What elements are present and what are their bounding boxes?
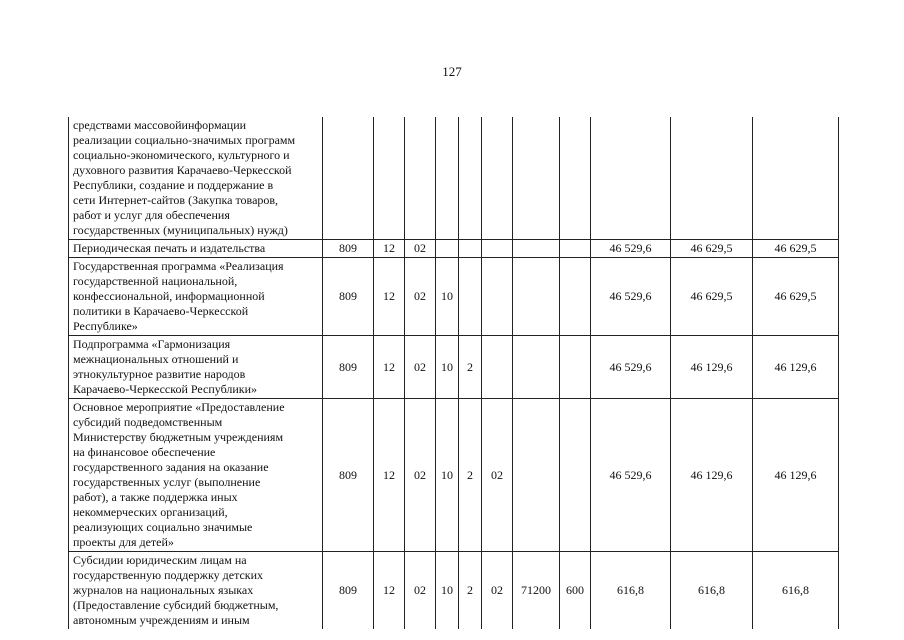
amount-year2-cell: 46 129,6 bbox=[671, 336, 753, 399]
subprogram-code-cell: 2 bbox=[459, 399, 482, 552]
description-line: сети Интернет-сайтов (Закупка товаров, bbox=[73, 193, 279, 207]
amount-year3-cell bbox=[753, 117, 839, 240]
description-line: конфессиональной, информационной bbox=[73, 289, 265, 303]
subprogram-code-cell bbox=[459, 258, 482, 336]
direction-code-cell: 71200 bbox=[513, 552, 560, 630]
table-row bbox=[69, 258, 839, 336]
table-row bbox=[69, 240, 839, 258]
subsection-code-cell: 02 bbox=[405, 552, 436, 630]
section-code-cell: 12 bbox=[374, 552, 405, 630]
row-description-cell bbox=[69, 240, 323, 258]
direction-code-cell bbox=[513, 240, 560, 258]
event-code-cell bbox=[482, 117, 513, 240]
page-number: 127 bbox=[442, 64, 462, 79]
amount-year1-cell: 46 529,6 bbox=[591, 258, 671, 336]
amount-year3-cell: 46 129,6 bbox=[753, 399, 839, 552]
subprogram-code-cell bbox=[459, 117, 482, 240]
direction-code-cell bbox=[513, 258, 560, 336]
ministry-code-cell bbox=[323, 117, 374, 240]
direction-code-cell bbox=[513, 117, 560, 240]
subprogram-code-cell bbox=[459, 240, 482, 258]
event-code-cell bbox=[482, 258, 513, 336]
ministry-code-cell: 809 bbox=[323, 240, 374, 258]
description-line: государственную поддержку детских bbox=[73, 568, 264, 582]
description-line: реализующих социально значимые bbox=[73, 520, 253, 534]
table-row bbox=[69, 399, 839, 552]
description-line: Республике» bbox=[73, 319, 138, 333]
description-line: государственного задания на оказание bbox=[73, 460, 269, 474]
section-code-cell: 12 bbox=[374, 258, 405, 336]
amount-year1-cell bbox=[591, 117, 671, 240]
program-code-cell bbox=[436, 240, 459, 258]
amount-year1-cell: 46 529,6 bbox=[591, 336, 671, 399]
description-line: Министерству бюджетным учреждениям bbox=[73, 430, 284, 444]
subprogram-code-cell: 2 bbox=[459, 552, 482, 630]
budget-table bbox=[68, 117, 839, 629]
subsection-code-cell: 02 bbox=[405, 258, 436, 336]
subsection-code-cell: 02 bbox=[405, 240, 436, 258]
description-line: Подпрограмма «Гармонизация bbox=[73, 337, 231, 351]
row-description-cell bbox=[69, 258, 323, 336]
expense-type-cell: 600 bbox=[560, 552, 591, 630]
expense-type-cell bbox=[560, 399, 591, 552]
section-code-cell: 12 bbox=[374, 399, 405, 552]
description-line: Государственная программа «Реализация bbox=[73, 259, 284, 273]
event-code-cell bbox=[482, 336, 513, 399]
subsection-code-cell: 02 bbox=[405, 336, 436, 399]
expense-type-cell bbox=[560, 240, 591, 258]
program-code-cell: 10 bbox=[436, 336, 459, 399]
description-line: на финансовое обеспечение bbox=[73, 445, 216, 459]
ministry-code-cell: 809 bbox=[323, 336, 374, 399]
ministry-code-cell: 809 bbox=[323, 258, 374, 336]
table-row bbox=[69, 552, 839, 630]
amount-year3-cell: 616,8 bbox=[753, 552, 839, 630]
event-code-cell: 02 bbox=[482, 552, 513, 630]
amount-year1-cell: 46 529,6 bbox=[591, 240, 671, 258]
description-line: межнациональных отношений и bbox=[73, 352, 239, 366]
description-line: Основное мероприятие «Предоставление bbox=[73, 400, 285, 414]
program-code-cell: 10 bbox=[436, 552, 459, 630]
subsection-code-cell bbox=[405, 117, 436, 240]
expense-type-cell bbox=[560, 336, 591, 399]
description-line: субсидий подведомственным bbox=[73, 415, 223, 429]
row-description-cell bbox=[69, 117, 323, 240]
section-code-cell: 12 bbox=[374, 336, 405, 399]
direction-code-cell bbox=[513, 399, 560, 552]
subsection-code-cell: 02 bbox=[405, 399, 436, 552]
description-line: (Предоставление субсидий бюджетным, bbox=[73, 598, 279, 612]
amount-year1-cell: 616,8 bbox=[591, 552, 671, 630]
amount-year3-cell: 46 129,6 bbox=[753, 336, 839, 399]
section-code-cell bbox=[374, 117, 405, 240]
amount-year2-cell: 46 629,5 bbox=[671, 258, 753, 336]
description-line: реализации социально-значимых программ bbox=[73, 133, 296, 147]
description-line: журналов на национальных языках bbox=[73, 583, 254, 597]
amount-year2-cell bbox=[671, 117, 753, 240]
event-code-cell: 02 bbox=[482, 399, 513, 552]
description-line: политики в Карачаево-Черкесской bbox=[73, 304, 249, 318]
amount-year3-cell: 46 629,5 bbox=[753, 258, 839, 336]
expense-type-cell bbox=[560, 117, 591, 240]
event-code-cell bbox=[482, 240, 513, 258]
program-code-cell: 10 bbox=[436, 399, 459, 552]
subprogram-code-cell: 2 bbox=[459, 336, 482, 399]
description-line: социально-экономического, культурного и bbox=[73, 148, 290, 162]
description-line: духовного развития Карачаево-Черкесской bbox=[73, 163, 292, 177]
description-line: автономным учреждениям и иным bbox=[73, 613, 250, 627]
description-line: государственных услуг (выполнение bbox=[73, 475, 261, 489]
description-line: государственной национальной, bbox=[73, 274, 238, 288]
amount-year1-cell: 46 529,6 bbox=[591, 399, 671, 552]
description-line: Субсидии юридическим лицам на bbox=[73, 553, 247, 567]
table-row bbox=[69, 117, 839, 240]
description-line: этнокультурное развитие народов bbox=[73, 367, 246, 381]
amount-year3-cell: 46 629,5 bbox=[753, 240, 839, 258]
section-code-cell: 12 bbox=[374, 240, 405, 258]
description-line: Карачаево-Черкесской Республики» bbox=[73, 382, 258, 396]
row-description-cell bbox=[69, 336, 323, 399]
description-line: работ и услуг для обеспечения bbox=[73, 208, 230, 222]
amount-year2-cell: 46 129,6 bbox=[671, 399, 753, 552]
program-code-cell: 10 bbox=[436, 258, 459, 336]
ministry-code-cell: 809 bbox=[323, 552, 374, 630]
amount-year2-cell: 616,8 bbox=[671, 552, 753, 630]
row-description-cell bbox=[69, 552, 323, 630]
description-line: работ), а также поддержка иных bbox=[73, 490, 238, 504]
description-line: Республики, создание и поддержание в bbox=[73, 178, 274, 192]
program-code-cell bbox=[436, 117, 459, 240]
description-line: средствами массовойинформации bbox=[73, 118, 247, 132]
description-line: Периодическая печать и издательства bbox=[73, 241, 266, 255]
description-line: проекты для детей» bbox=[73, 535, 174, 549]
expense-type-cell bbox=[560, 258, 591, 336]
description-line: государственных (муниципальных) нужд) bbox=[73, 223, 288, 237]
description-line: некоммерческих организаций, bbox=[73, 505, 228, 519]
ministry-code-cell: 809 bbox=[323, 399, 374, 552]
amount-year2-cell: 46 629,5 bbox=[671, 240, 753, 258]
table-row bbox=[69, 336, 839, 399]
direction-code-cell bbox=[513, 336, 560, 399]
row-description-cell bbox=[69, 399, 323, 552]
